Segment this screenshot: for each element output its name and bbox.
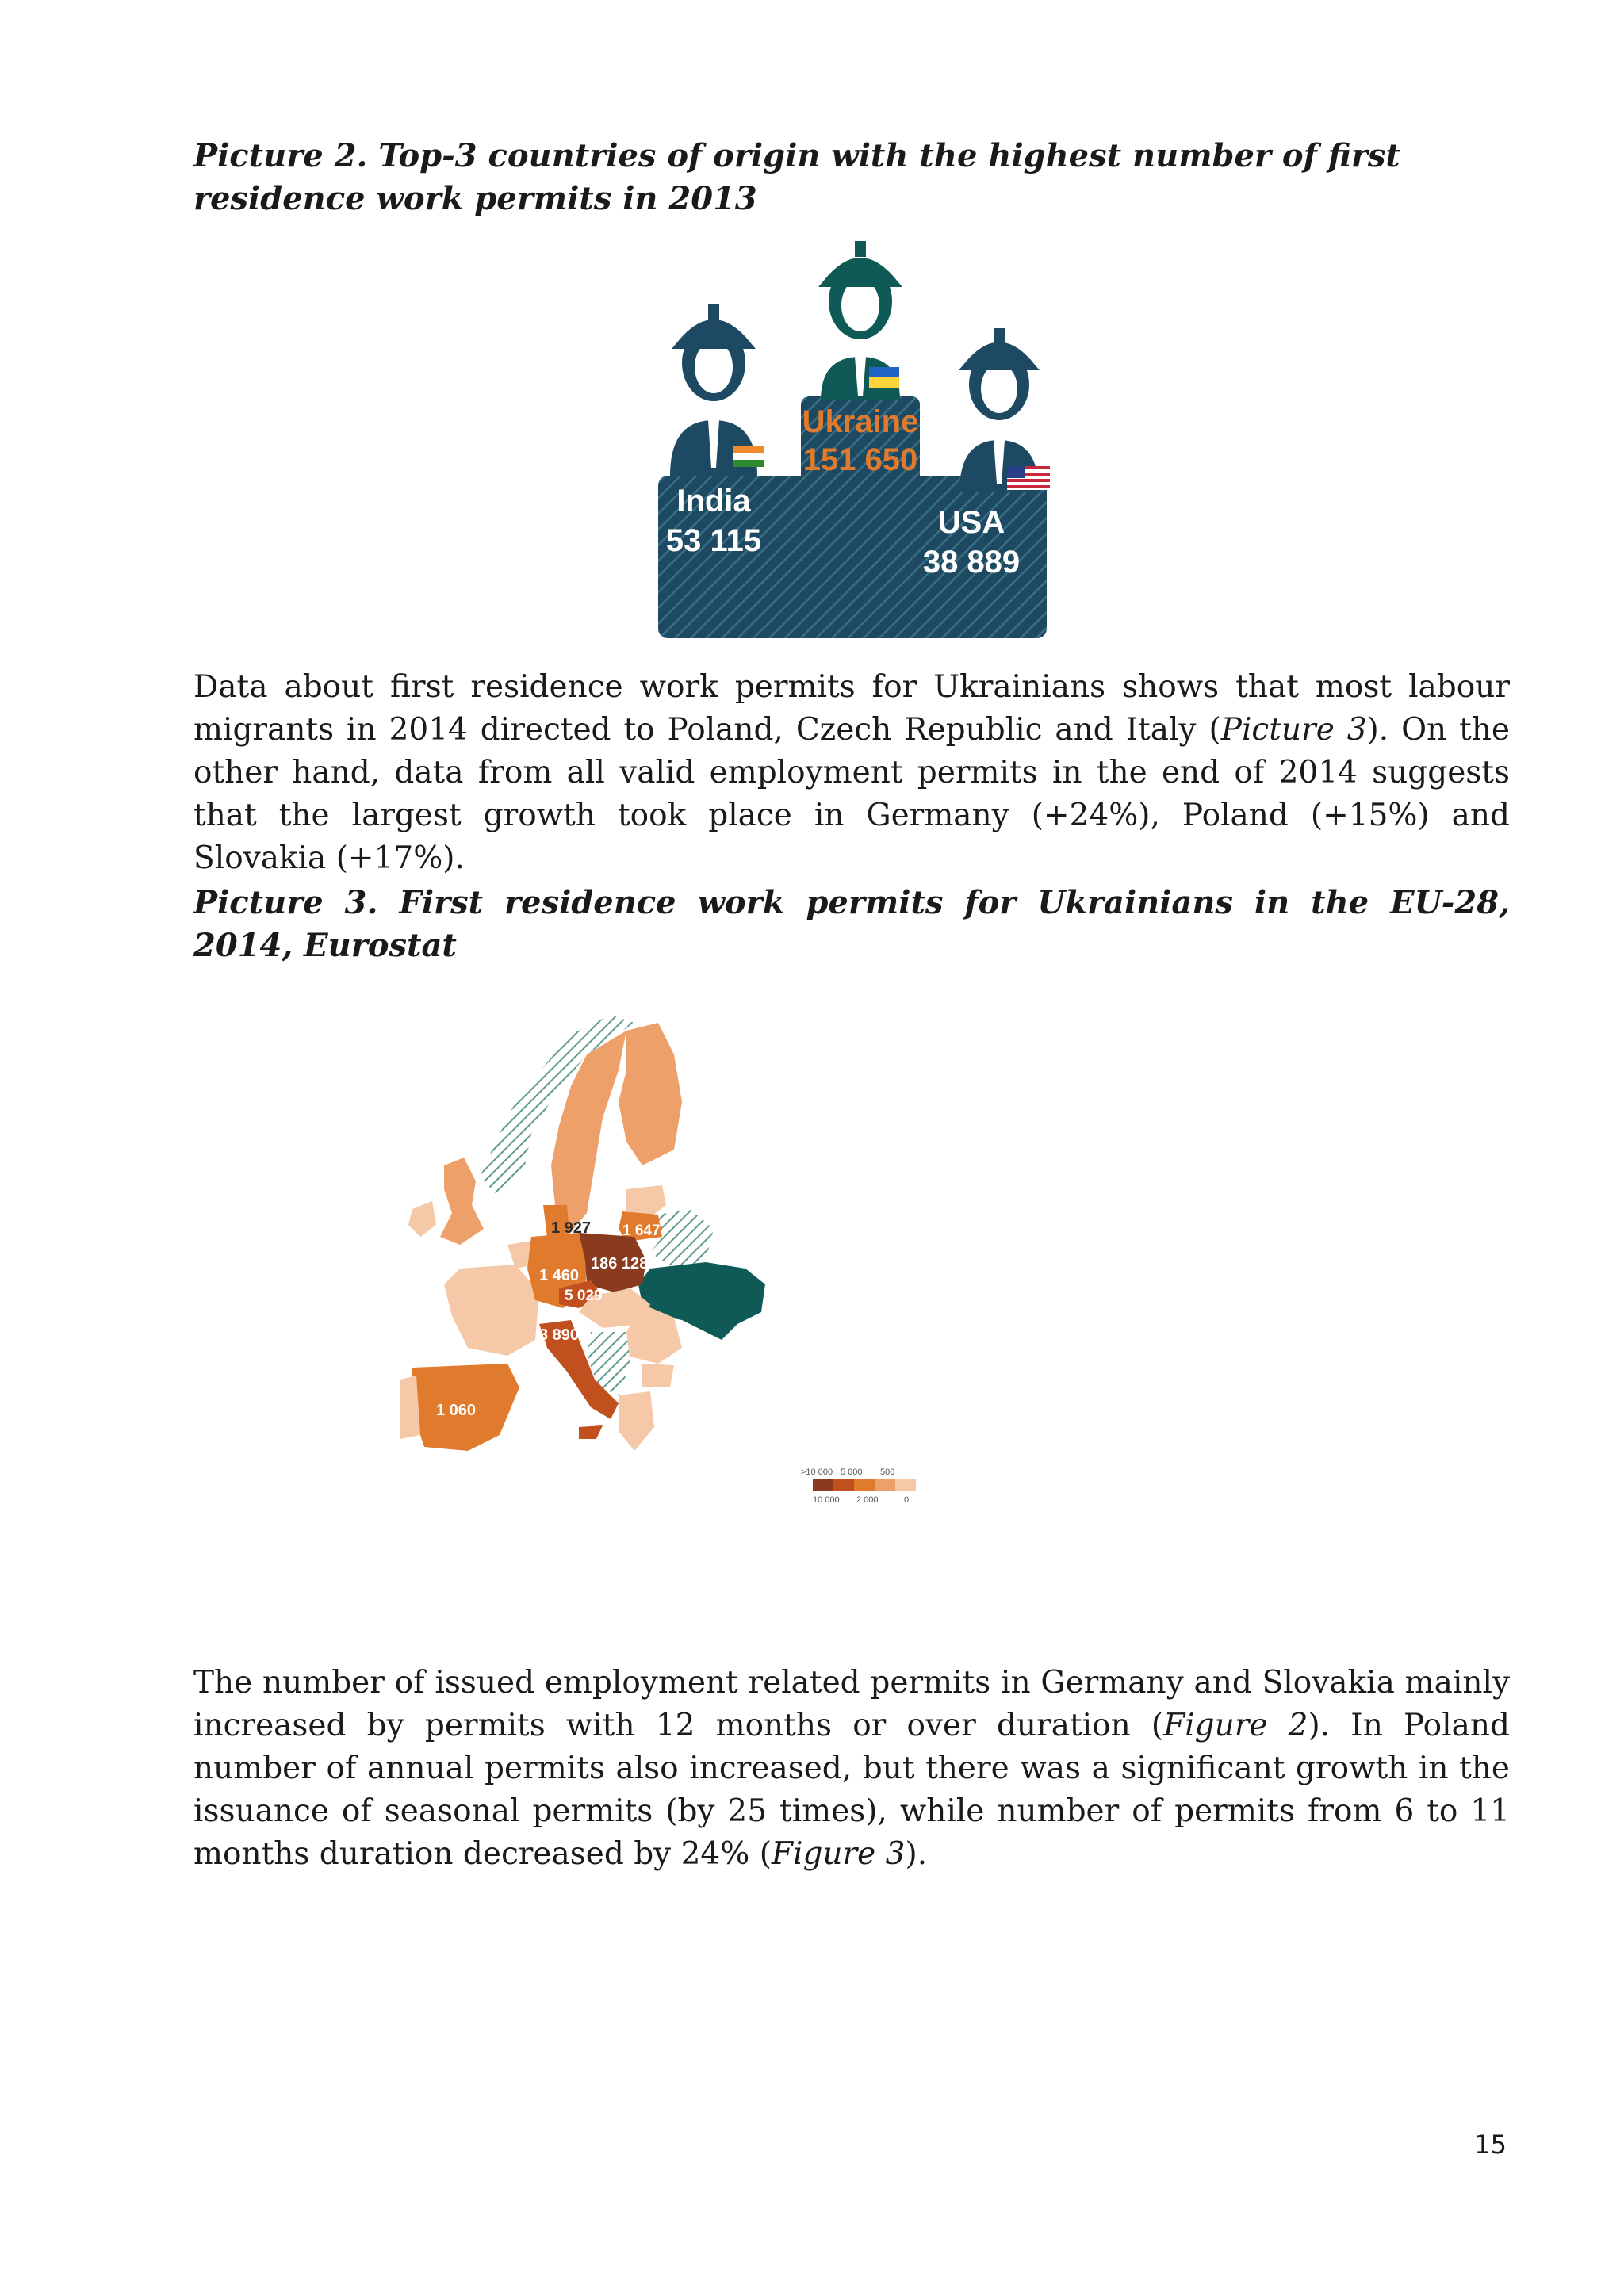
- usa-label: USA: [937, 505, 1005, 540]
- france-region: [444, 1265, 539, 1356]
- label-denmark: 1 927: [551, 1219, 592, 1237]
- legend-bottom-1: 10 000: [813, 1495, 840, 1505]
- india-label: India: [676, 484, 751, 519]
- label-germany: 1 460: [539, 1267, 580, 1284]
- legend-swatch-3: [854, 1479, 875, 1491]
- page-number: 15: [1474, 2130, 1507, 2160]
- finland-region: [619, 1023, 682, 1165]
- label-poland: 186 128: [591, 1255, 649, 1272]
- paragraph-1-text-b: ). On the other hand, data from all valid employment permits in the end of 2014 suggests that the largest growth took place in Germany (+24%), Poland (+15%) and Slovakia (+17%).: [193, 712, 1510, 876]
- estonia-latvia-region: [626, 1185, 666, 1217]
- ukraine-label: Ukraine: [802, 404, 919, 439]
- worker-usa-icon: [959, 328, 1050, 492]
- label-lithuania: 1 647: [622, 1223, 661, 1239]
- figure-2-reference: Figure 2: [1163, 1708, 1308, 1743]
- ireland-region: [408, 1201, 436, 1237]
- legend-top-1: >10 000: [801, 1468, 833, 1477]
- europe-permits-map: [389, 1007, 991, 1554]
- greece-region: [619, 1391, 654, 1451]
- top-countries-infographic: [650, 238, 1063, 650]
- paragraph-1: [193, 666, 1510, 880]
- india-value: 53 115: [665, 523, 762, 558]
- legend-swatch-2: [833, 1479, 854, 1491]
- legend-swatch-1: [813, 1479, 833, 1491]
- label-spain: 1 060: [436, 1402, 477, 1419]
- bulgaria-region: [642, 1364, 674, 1387]
- legend-swatch-5: [895, 1479, 916, 1491]
- usa-value: 38 889: [922, 545, 1021, 580]
- uk-region: [440, 1158, 484, 1245]
- paragraph-2-text-b: ). In Poland number of annual permits also increased, but there was a significant growth in the issuance of seasonal permits (by 25 times), while number of permits from 6 to 11 months duration decreased by 24% (: [193, 1708, 1510, 1872]
- map-legend: [801, 1468, 916, 1505]
- sicily-region: [579, 1425, 603, 1439]
- legend-top-2: 5 000: [841, 1468, 863, 1477]
- paragraph-1-text-a: Data about first residence work permits for Ukrainians shows that most labour migrants in 2014 directed to Poland, Czech Republic and Italy (: [193, 669, 1510, 748]
- figure-3-reference: Figure 3: [771, 1836, 906, 1872]
- picture-3-reference: Picture 3: [1220, 712, 1367, 748]
- legend-swatch-4: [875, 1479, 895, 1491]
- legend-bottom-3: 0: [904, 1495, 910, 1505]
- label-italy: 3 890: [539, 1326, 580, 1344]
- paragraph-2-text-c: ).: [905, 1836, 928, 1872]
- picture-2-caption: Picture 2. Top-3 countries of origin with the highest number of first residence work permits in 2013: [193, 137, 1400, 217]
- worker-india-icon: [670, 304, 764, 476]
- label-czech: 5 029: [565, 1288, 603, 1304]
- legend-top-3: 500: [880, 1468, 895, 1477]
- paragraph-2: [193, 1662, 1510, 1876]
- ukraine-value: 151 650: [802, 442, 918, 477]
- worker-ukraine-icon: [818, 241, 902, 400]
- picture-3-caption: Picture 3. First residence work permits for Ukrainians in the EU-28, 2014, Eurostat: [193, 884, 1510, 964]
- legend-bottom-2: 2 000: [856, 1495, 879, 1505]
- paragraph-2-text-a: The number of issued employment related permits in Germany and Slovakia mainly increased by permits with 12 months or over duration (: [193, 1665, 1510, 1743]
